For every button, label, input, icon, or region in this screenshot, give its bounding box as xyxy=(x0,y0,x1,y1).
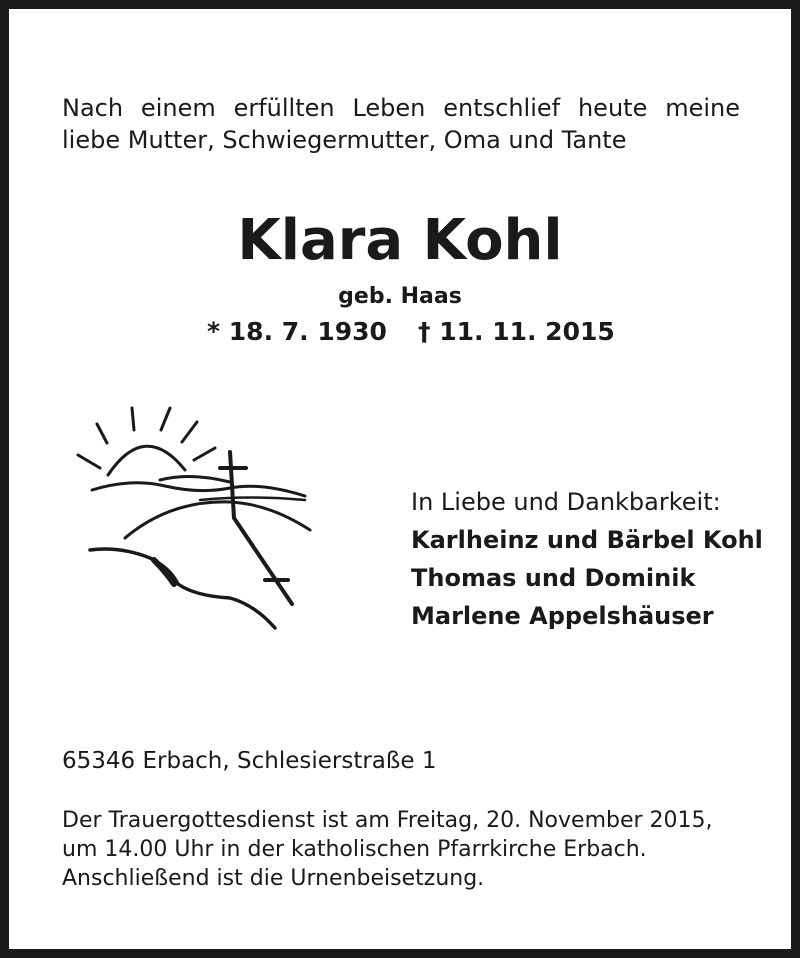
sun-ray xyxy=(161,408,170,430)
wave-line xyxy=(200,498,305,501)
mourners-heading: In Liebe und Dankbarkeit: xyxy=(411,488,721,516)
intro-text xyxy=(62,92,740,156)
cloud-line xyxy=(160,476,230,482)
service-line-2: um 14.00 Uhr in der katholischen Pfarrkirche Erbach. xyxy=(62,837,647,862)
birth-date: * 18. 7. 1930 xyxy=(207,317,387,346)
mourner-name: Marlene Appelshäuser xyxy=(411,602,714,630)
cross-post-shadow xyxy=(234,518,292,604)
sun-ray xyxy=(97,424,107,443)
sun-ray xyxy=(78,455,100,468)
hill-line xyxy=(125,502,310,538)
sun-arc xyxy=(108,446,185,475)
sun-ray xyxy=(194,448,215,460)
service-line-1: Der Trauergottesdienst ist am Freitag, 20. November 2015, xyxy=(62,808,713,833)
horizon-line xyxy=(92,483,305,496)
sunset-hills-cross-icon xyxy=(70,400,320,640)
sun-ray xyxy=(182,422,197,442)
cross-post xyxy=(230,452,234,518)
mourner-name: Thomas und Dominik xyxy=(411,564,696,592)
family-address: 65346 Erbach, Schlesierstraße 1 xyxy=(62,748,437,774)
service-line-3: Anschließend ist die Urnenbeisetzung. xyxy=(62,866,485,891)
sun-ray xyxy=(132,408,134,430)
deceased-name: Klara Kohl xyxy=(237,208,563,273)
service-notice xyxy=(62,806,752,893)
intro-line-2: liebe Mutter, Schwiegermutter, Oma und Tante xyxy=(62,126,627,154)
intro-line-1: Nach einem erfüllten Leben entschlief heute meine xyxy=(62,94,740,122)
mourners-block xyxy=(411,483,763,635)
slope-line xyxy=(90,549,275,628)
mourner-name: Karlheinz und Bärbel Kohl xyxy=(411,526,763,554)
death-date: † 11. 11. 2015 xyxy=(418,317,615,346)
maiden-name: geb. Haas xyxy=(338,284,462,309)
